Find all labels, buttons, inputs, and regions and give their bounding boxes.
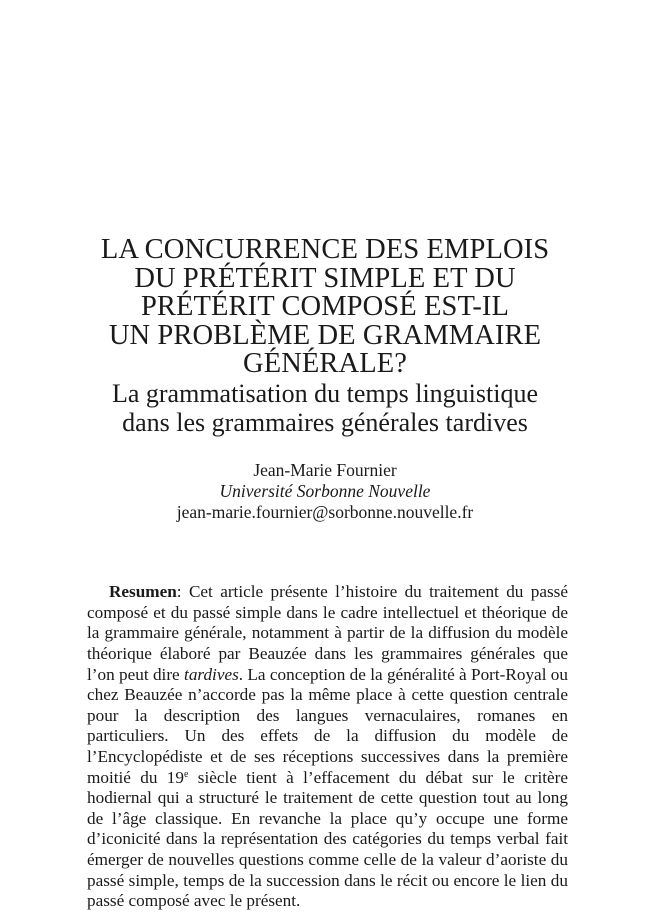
author-email: jean-marie.fournier@sorbonne.nouvelle.fr	[176, 502, 474, 522]
title-line: LA CONCURRENCE DES EMPLOIS	[100, 234, 550, 265]
subtitle-line: La grammatisation du temps linguistique	[111, 378, 539, 408]
abstract-paragraph	[87, 582, 568, 912]
title-line: UN PROBLÈME DE GRAMMAIRE	[108, 319, 542, 351]
title-line: DU PRÉTÉRIT SIMPLE ET DU	[134, 262, 516, 294]
abstract-label-colon: :	[176, 582, 189, 602]
abstract-label: Resumen	[109, 582, 177, 602]
abstract-text: . La conception de la généralité à Port-Royal ou chez Beauzée n’accorde pas la même place à cette question centrale pour la description des langues vernaculaires, romanes en particuliers. Un des effets de la diffusion du modèle de l’Encyclopédiste et de ses réceptions successives dans la première moitié du 19	[87, 664, 568, 787]
author-name: Jean-Marie Fournier	[253, 460, 397, 480]
author-affiliation: Université Sorbonne Nouvelle	[219, 481, 431, 501]
article-title-block	[60, 236, 590, 437]
author-block	[60, 460, 590, 523]
title-line: GÉNÉRALE?	[243, 348, 407, 380]
ordinal-superscript: e	[183, 768, 189, 780]
abstract-emphasis: tardives	[184, 664, 239, 684]
subtitle-line: dans les grammaires générales tardives	[122, 407, 528, 437]
abstract-text: siècle tient à l’effacement du débat sur le critère hodiernal qui a structuré le traitement de cette question tout au long de l’âge classique. En revanche la place qu’y occupe une forme d’iconicité dans la représentation des catégories du temps verbal fait émerger de nouvelles questions comme celle de la valeur d’aoriste du passé simple, temps de la succession dans le récit ou encore le lien du passé composé avec le présent.	[87, 767, 568, 911]
abstract-text: Cet article présente l’histoire du traitement du passé composé et du passé simple dans le cadre intellectuel et théorique de la grammaire générale, notamment à partir de la diffusion du modèle théorique élaboré par Beauzée dans les grammaires générales que l’on peut dire	[87, 582, 568, 684]
title-line: PRÉTÉRIT COMPOSÉ EST-IL	[140, 291, 510, 323]
